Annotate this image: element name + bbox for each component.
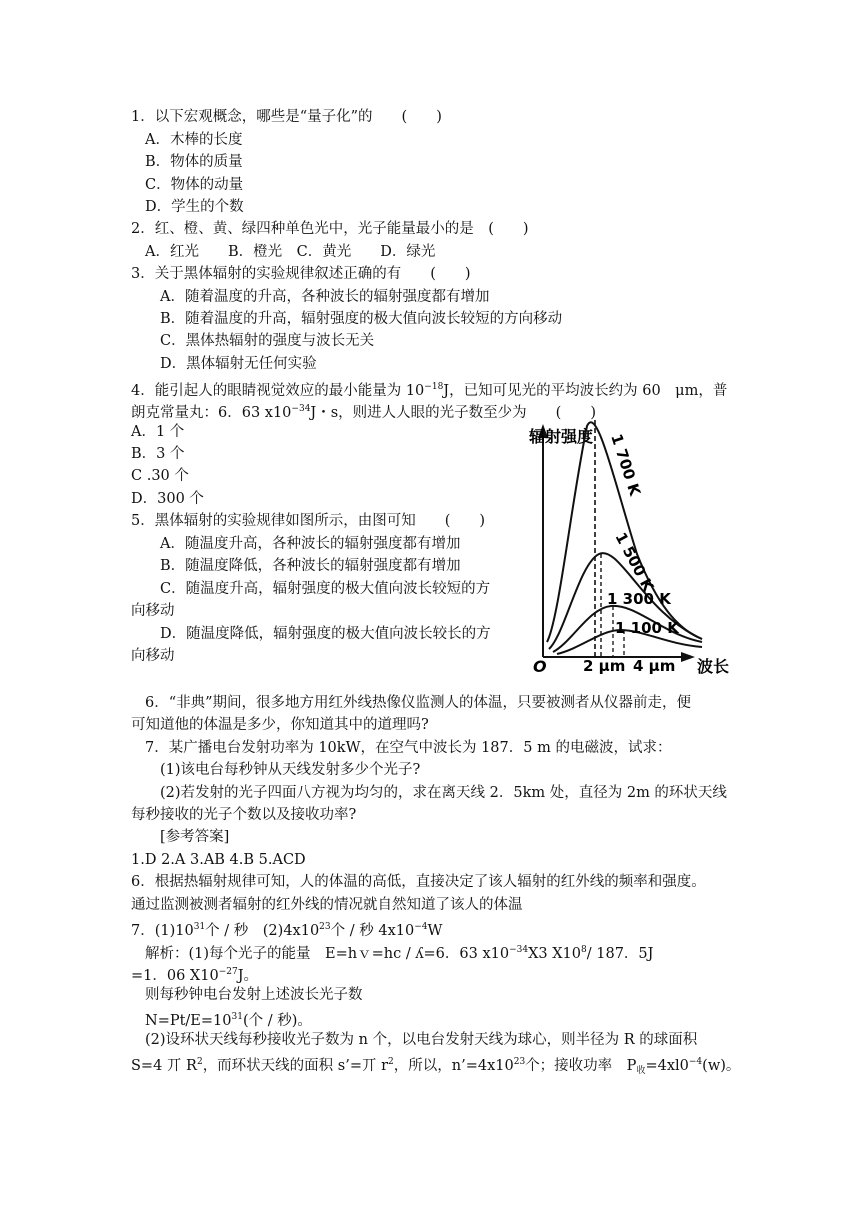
answer-6-line2: 通过监测被测者辐射的红外线的情况就自然知道了该人的体温 [131, 897, 523, 913]
q1-option-b: B．物体的质量 [145, 154, 243, 170]
q7-part1: (1)该电台每秒钟从天线发射多少个光子? [160, 762, 421, 778]
solution-line4: $N=Pt/E=10^{31}$(个 / 秒)。 [145, 1012, 312, 1029]
q7-part2-line1: (2)若发射的光子四面八方视为均匀的，求在离天线 2．5km 处，直径为 2m 的环状天线 [160, 785, 727, 801]
y-axis-label: 辐射强度 [529, 427, 594, 446]
q5-option-d-cont: 向移动 [131, 648, 175, 664]
solution-line6: S=4 丌 $R^2$，而环状天线的面积 s’=丌 $r^2$，所以，$n’=4x10^{23}$个；接收功率 $P_收=4xl0^{-4}(w)$。 [131, 1057, 741, 1076]
q3-option-b: B．随着温度的升高，辐射强度的极大值向波长较短的方向移动 [160, 311, 563, 327]
answers-title: [参考答案] [160, 829, 230, 845]
q2-stem: 2．红、橙、黄、绿四种单色光中，光子能量最小的是 ( ) [131, 221, 529, 237]
q1-option-a: A．木棒的长度 [145, 132, 243, 148]
label-1300k: 1 300 K [607, 590, 671, 608]
label-1700k: 1 700 K [607, 431, 645, 498]
q4-stem-line1: 4．能引起人的眼睛视觉效应的最小能量为 $10^{-18}J$，已知可见光的平均波长约为 60 μm，普 [131, 382, 728, 399]
blackbody-radiation-figure [527, 414, 737, 682]
answer-6-line1: 6．根据热辐射规律可知，人的体温的高低，直接决定了该人辐射的红外线的频率和强度。 [131, 874, 706, 890]
label-1500k: 1 500 K [611, 529, 658, 595]
answer-7-summary: 7．$(1)10^{31}$个 / 秒 $(2)4x10^{23}$个 / 秒 $4x10^{-4}W$ [131, 922, 443, 939]
q3-option-d: D．黑体辐射无任何实验 [160, 356, 317, 372]
q5-stem: 5．黑体辐射的实验规律如图所示，由图可知 ( ) [131, 513, 486, 529]
label-1100k: 1 100 K [615, 619, 679, 637]
q7-part2-line2: 每秒接收的光子个数以及接收功率? [131, 807, 357, 823]
q4-option-c: C .30 个 [131, 468, 189, 484]
q4-stem-line2: 朗克常量丸：6．63 $x10^{-34}J$・s，则进人人眼的光子数至少为 ( ) [131, 404, 596, 421]
x-axis-label: 波长 [697, 657, 730, 676]
q5-option-c: C．随温度升高，辐射强度的极大值向波长较短的方 [160, 581, 491, 597]
q4-option-a: A．1 个 [131, 424, 185, 440]
q3-option-a: A．随着温度的升高，各种波长的辐射强度都有增加 [160, 289, 490, 305]
solution-line5: (2)设环状天线每秒接收光子数为 n 个，以电台发射天线为球心，则半径为 R 的球面积 [145, 1032, 698, 1048]
q1-option-d: D．学生的个数 [145, 199, 244, 215]
q3-stem: 3．关于黑体辐射的实验规律叙述正确的有 ( ) [131, 266, 471, 282]
x-axis-arrow [681, 652, 695, 662]
q5-option-b: B．随温度降低，各种波长的辐射强度都有增加 [160, 558, 461, 574]
q2-options: A．红光 B．橙光 C．黄光 D．绿光 [145, 244, 436, 260]
origin-label: O [533, 657, 547, 676]
q5-option-c-cont: 向移动 [131, 603, 175, 619]
answers-multiple-choice: 1.D 2.A 3.AB 4.B 5.ACD [131, 852, 306, 868]
solution-line3: 则每秒钟电台发射上述波长光子数 [145, 987, 363, 1003]
q1-stem: 1．以下宏观概念，哪些是“量子化”的 ( ) [131, 109, 442, 125]
x-tick-2um: 2 μm [583, 657, 626, 675]
q6-line1: 6．“非典”期间，很多地方用红外线热像仪监测人的体温，只要被测者从仪器前走，便 [145, 695, 692, 711]
q4-option-d: D．300 个 [131, 491, 204, 507]
q3-option-c: C．黑体热辐射的强度与波长无关 [160, 333, 375, 349]
q5-option-a: A．随温度升高，各种波长的辐射强度都有增加 [160, 536, 461, 552]
q7-stem: 7．某广播电台发射功率为 10kW，在空气中波长为 187．5 m 的电磁波，试求： [145, 740, 672, 756]
q4-option-b: B．3 个 [131, 446, 185, 462]
q6-line2: 可知道他的体温是多少，你知道其中的道理吗? [131, 717, 429, 733]
x-tick-4um: 4 μm [633, 657, 676, 675]
solution-line2: =1．06 $X10^{-27}J$。 [131, 967, 259, 984]
q5-option-d: D．随温度降低，辐射强度的极大值向波长较长的方 [160, 626, 491, 642]
solution-line1: 解析：(1)每个光子的能量 E=hｖ=hc / ʎ=6．63 $x10^{-34}X3$ $X10^8/$ 187．5J [145, 945, 654, 962]
q1-option-c: C．物体的动量 [145, 177, 244, 193]
